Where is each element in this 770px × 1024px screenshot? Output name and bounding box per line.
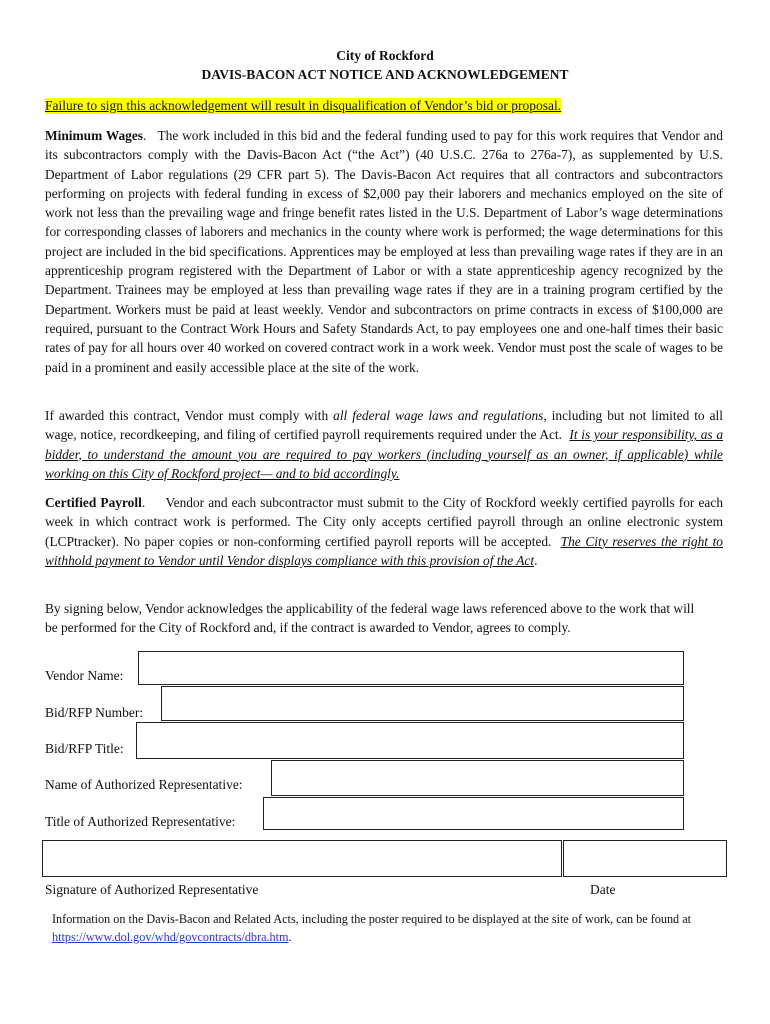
minimum-wages-body: The work included in this bid and the federal funding used to pay for this work requires that Vendor and its subcontractors comply with the Davis-Bacon Act (“the Act”) (40 U.S.C. 276a to 276a-7), as supplemented by U.S. Department of Labor regulations (29 CFR part 5). The Davis-Bacon Act requires that all contractors and subcontractors performing on projects with federal funding in excess of $2,000 pay their laborers and mechanics employed on the site of work not less than the prevailing wage and fringe benefit rates listed in the U.S. Department of Labor’s wage determinations for corresponding classes of laborers and mechanics in the county where work is performed; the wage determinations for this project are included in the bid specifications. Apprentices may be employed at less than prevailing wage rates if they are in an apprenticeship program registered with the Department of Labor or with a state apprenticeship agency recognized by the Department. Trainees may be employed at less than prevailing wage rates if they are in a training program certified by the Department. Workers must be paid at least weekly. Vendor and subcontractors on prime contracts in excess of $100,000 are required, pursuant to the Contract Work Hours and Safety Standards Act, to pay employees one and one-half times their basic rates of pay for all hours over 40 worked on covered contract work in a work week. Vendor must post the scale of wages to be paid in a prominent and easily accessible place at the site of the work. xyxy=(45,128,723,375)
compliance-paragraph xyxy=(45,406,723,483)
rep-name-field[interactable] xyxy=(271,760,684,796)
signature-field[interactable] xyxy=(42,840,562,877)
bid-number-label: Bid/RFP Number: xyxy=(45,705,144,720)
certified-payroll-body: Vendor and each subcontractor must submit to the City of Rockford weekly certified payrolls for each week in which contract work is performed. The City only accepts certified payroll through an online electronic system (LCPtracker). No paper copies or non-conforming certified payroll reports will be accepted. xyxy=(45,495,724,549)
acknowledgement-paragraph: By signing below, Vendor acknowledges the applicability of the federal wage laws referenced above to the work that will be performed for the City of Rockford and, if the contract is awarded to Vendor, agrees to comply. xyxy=(45,601,695,636)
bid-title-field[interactable] xyxy=(136,722,684,759)
vendor-name-label: Vendor Name: xyxy=(45,668,124,683)
signature-label: Signature of Authorized Representative xyxy=(45,882,259,897)
dbra-link[interactable]: https://www.dol.gov/whd/govcontracts/dbra.htm xyxy=(52,930,289,944)
rep-title-label: Title of Authorized Representative: xyxy=(45,814,236,829)
bid-number-field[interactable] xyxy=(161,686,684,721)
disqualification-warning: Failure to sign this acknowledgement will result in disqualification of Vendor’s bid or proposal. xyxy=(45,98,562,113)
date-field[interactable] xyxy=(563,840,727,877)
bid-title-label: Bid/RFP Title: xyxy=(45,741,124,756)
minimum-wages-paragraph: Minimum Wages. The work included in this bid and the federal funding used to pay for this work requires that Vendor and its subcontractors comply with the Davis-Bacon Act (“the Act”) (40 U.S.C. 276a to 276a-7), as supplemented by U.S. Department of Labor regulations (29 CFR part 5). The Davis-Bacon Act requires that all contractors and subcontractors performing on projects with federal funding in excess of $2,000 pay their laborers and mechanics employed on the site of work not less than the prevailing wage and fringe benefit rates listed in the U.S. Department of Labor’s wage determinations for corresponding classes of laborers and mechanics in the county where work is performed; the wage determinations for this project are included in the bid specifications. Apprentices may be employed at less than prevailing wage rates if they are in an apprenticeship program registered with the Department of Labor or with a state apprenticeship agency recognized by the Department. Trainees may be employed at less than prevailing wage rates if they are in a training program certified by the Department. Workers must be paid at least weekly. Vendor and subcontractors on prime contracts in excess of $100,000 are required, pursuant to the Contract Work Hours and Safety Standards Act, to pay employees one and one-half times their basic rates of pay for all hours over 40 worked on covered contract work in a work week. Vendor must post the scale of wages to be paid in a prominent and easily accessible place at the site of the work. xyxy=(45,128,723,375)
city-heading: City of Rockford xyxy=(336,48,434,63)
rep-title-field[interactable] xyxy=(263,797,684,830)
certified-payroll-heading: Certified Payroll xyxy=(45,495,142,510)
compliance-pre: If awarded this contract, Vendor must comply with xyxy=(45,408,329,423)
date-label: Date xyxy=(590,882,616,897)
vendor-name-field[interactable] xyxy=(138,651,684,685)
compliance-responsibility: It is your responsibility, as a bidder, to understand the amount you are required to pay workers (including yourself as an owner, if applicable) while working on this City of Rockford project— and to bid accordingly. xyxy=(45,427,724,481)
minimum-wages-heading: Minimum Wages xyxy=(45,128,144,143)
certified-payroll-paragraph: Certified Payroll. Vendor and each subcontractor must submit to the City of Rockford weekly certified payrolls for each week in which contract work is performed. The City only accepts certified payroll through an online electronic system (LCPtracker). No paper copies or non-conforming certified payroll reports will be accepted. The City reserves the right to withhold payment to Vendor until Vendor displays compliance with this provision of the Act. xyxy=(45,495,724,568)
dbra-info-text: Information on the Davis-Bacon and Related Acts, including the poster required to be displayed at the site of work, can be found at xyxy=(52,912,691,926)
compliance-italic: all federal wage laws and regulations xyxy=(333,408,544,423)
document-title: DAVIS-BACON ACT NOTICE AND ACKNOWLEDGEMENT xyxy=(201,67,569,82)
rep-name-label: Name of Authorized Representative: xyxy=(45,777,243,792)
compliance-mid: , including but not limited to all wage, notice, recordkeeping, and filing of certified payroll requirements required under the Act. xyxy=(45,408,723,443)
withhold-payment-notice: The City reserves the right to withhold payment to Vendor until Vendor displays compliance with this provision of the Act xyxy=(45,533,723,568)
dbra-info-note: Information on the Davis-Bacon and Related Acts, including the poster required to be displayed at the site of work, can be found at https://www.dol.gov/whd/govcontracts/dbra.htm. xyxy=(52,912,691,944)
